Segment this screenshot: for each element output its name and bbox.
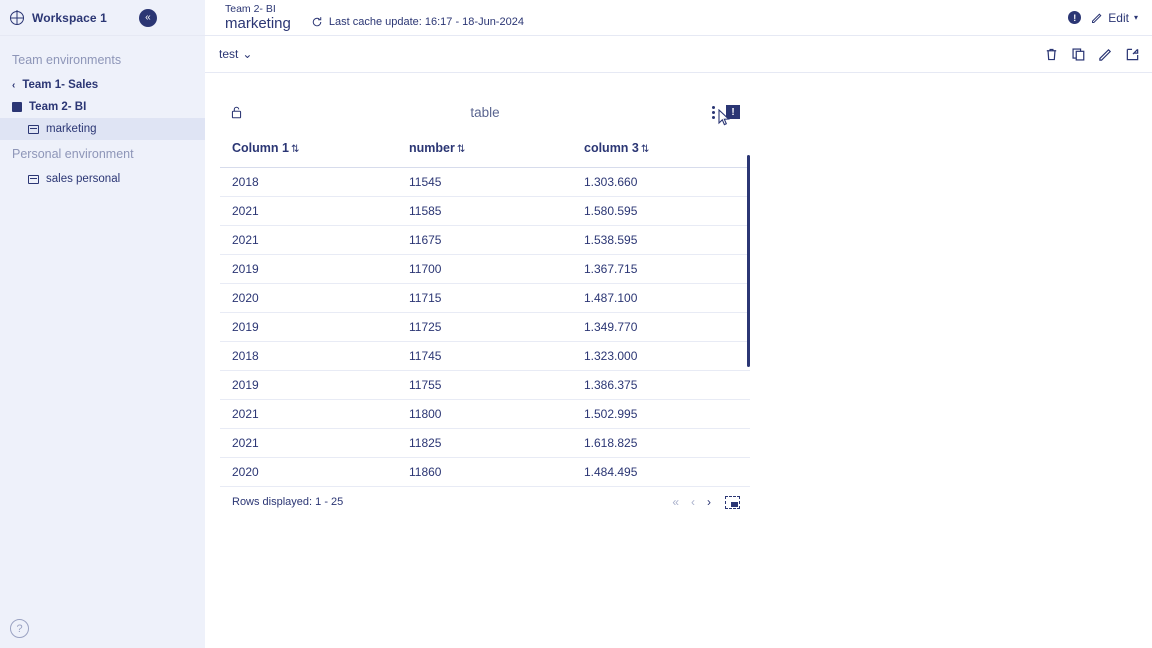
table-row[interactable]: [220, 429, 750, 458]
table-header: [220, 129, 750, 168]
dashboard-tab-bar: [205, 36, 1152, 73]
table-cell: 1.303.660: [572, 168, 750, 197]
table-cell: 1.484.495: [572, 458, 750, 487]
kebab-menu-icon[interactable]: [710, 104, 717, 121]
table-cell: 1.618.825: [572, 429, 750, 458]
tab-test[interactable]: [219, 47, 252, 61]
sidebar-item-label: Team 2- BI: [29, 101, 87, 113]
chevron-left-icon: ‹: [12, 79, 16, 91]
table-header-row: [220, 129, 750, 168]
column-header-column-3[interactable]: [572, 129, 750, 168]
column-header-label: column 3: [584, 141, 639, 155]
main-content: [205, 36, 1152, 648]
data-table: [220, 129, 750, 487]
widget-header-actions: [710, 104, 740, 121]
pagination-controls: [672, 495, 740, 509]
table-row[interactable]: [220, 197, 750, 226]
table-cell: 2021: [220, 197, 397, 226]
square-filled-icon: [12, 102, 22, 112]
table-cell: 11585: [397, 197, 572, 226]
table-cell: 11715: [397, 284, 572, 313]
table-cell: 2021: [220, 400, 397, 429]
sidebar-item-label: Team 1- Sales: [22, 79, 99, 91]
sidebar-item-team-2-bi[interactable]: [0, 96, 205, 118]
table-row[interactable]: [220, 168, 750, 197]
table-cell: 2021: [220, 226, 397, 255]
next-page-button[interactable]: ›: [707, 495, 711, 509]
table-scrollbar[interactable]: [747, 129, 750, 487]
dashboard-canvas: [205, 73, 1152, 648]
table-cell: 2019: [220, 313, 397, 342]
tab-label: test: [219, 47, 239, 61]
page-title: marketing: [225, 14, 291, 32]
table-container: [220, 129, 750, 487]
table-cell: 11675: [397, 226, 572, 255]
table-cell: 11755: [397, 371, 572, 400]
table-cell: 2020: [220, 284, 397, 313]
pencil-icon[interactable]: [1098, 47, 1113, 62]
table-cell: 1.538.595: [572, 226, 750, 255]
table-cell: 11800: [397, 400, 572, 429]
sort-icon[interactable]: ⇅: [456, 144, 466, 155]
cache-text: Last cache update: 16:17 - 18-Jun-2024: [328, 16, 524, 28]
table-cell: 1.580.595: [572, 197, 750, 226]
edit-mode-button[interactable]: [1091, 11, 1138, 25]
table-row[interactable]: [220, 371, 750, 400]
column-header-label: Column 1: [232, 141, 289, 155]
edit-label: Edit: [1108, 10, 1129, 25]
collapse-sidebar-button[interactable]: «: [139, 9, 157, 27]
table-scrollbar-thumb[interactable]: [747, 155, 750, 367]
breadcrumb-team: Team 2- BI: [225, 2, 276, 15]
prev-page-button[interactable]: ‹: [691, 495, 695, 509]
trash-icon[interactable]: [1044, 47, 1059, 62]
lock-icon[interactable]: [230, 105, 243, 120]
column-header-number[interactable]: [397, 129, 572, 168]
table-cell: 1.386.375: [572, 371, 750, 400]
globe-icon: [10, 11, 24, 25]
workspace-label: Workspace 1: [32, 10, 107, 25]
table-cell: 1.367.715: [572, 255, 750, 284]
table-row[interactable]: [220, 400, 750, 429]
breadcrumb: [225, 4, 291, 32]
database-icon: [28, 175, 39, 184]
table-row[interactable]: [220, 226, 750, 255]
table-cell: 11700: [397, 255, 572, 284]
table-widget: [220, 95, 750, 515]
sidebar-item-marketing[interactable]: [0, 118, 205, 140]
top-bar-actions: [1068, 0, 1152, 35]
rows-displayed-label: Rows displayed: 1 - 25: [232, 496, 344, 508]
table-cell: 2018: [220, 168, 397, 197]
table-row[interactable]: [220, 342, 750, 371]
database-icon: [28, 125, 39, 134]
tab-actions: [1044, 47, 1140, 62]
table-footer: [220, 487, 750, 515]
resize-handle[interactable]: [725, 496, 740, 509]
page-header: [205, 0, 1068, 35]
table-row[interactable]: [220, 284, 750, 313]
table-cell: 1.349.770: [572, 313, 750, 342]
table-cell: 11860: [397, 458, 572, 487]
table-cell: 11745: [397, 342, 572, 371]
table-cell: 2018: [220, 342, 397, 371]
sidebar: [0, 36, 205, 648]
info-icon[interactable]: !: [1068, 11, 1081, 24]
workspace-selector[interactable]: [0, 0, 205, 35]
sort-icon[interactable]: ⇅: [290, 144, 300, 155]
table-cell: 11725: [397, 313, 572, 342]
table-cell: 2020: [220, 458, 397, 487]
export-icon[interactable]: [1125, 47, 1140, 62]
sort-icon[interactable]: ⇅: [640, 144, 650, 155]
help-button[interactable]: ?: [10, 619, 29, 638]
top-bar: [0, 0, 1152, 36]
table-row[interactable]: [220, 255, 750, 284]
cache-status: [311, 16, 524, 28]
table-cell: 2021: [220, 429, 397, 458]
chevron-down-icon: ⌄: [242, 47, 253, 61]
widget-title: table: [470, 104, 500, 120]
table-cell: 11545: [397, 168, 572, 197]
pencil-icon: [1091, 12, 1103, 24]
widget-header: [220, 95, 750, 129]
column-header-column-1[interactable]: [220, 129, 397, 168]
column-header-label: number: [409, 141, 455, 155]
table-body: [220, 168, 750, 487]
copy-icon[interactable]: [1071, 47, 1086, 62]
sidebar-item-team-1-sales[interactable]: [0, 74, 205, 96]
table-row[interactable]: [220, 458, 750, 487]
sidebar-item-sales-personal[interactable]: [0, 168, 205, 190]
body: [0, 36, 1152, 648]
sidebar-section-team: Team environments: [12, 53, 122, 67]
sidebar-section-personal: Personal environment: [12, 147, 134, 161]
table-cell: 2019: [220, 371, 397, 400]
first-page-button[interactable]: «: [672, 495, 679, 509]
warning-badge-icon[interactable]: !: [726, 105, 740, 119]
table-cell: 2019: [220, 255, 397, 284]
table-cell: 1.487.100: [572, 284, 750, 313]
table-cell: 1.323.000: [572, 342, 750, 371]
table-cell: 1.502.995: [572, 400, 750, 429]
sidebar-item-label: sales personal: [46, 173, 121, 185]
table-cell: 11825: [397, 429, 572, 458]
table-row[interactable]: [220, 313, 750, 342]
chevron-down-icon: ▾: [1133, 13, 1138, 22]
sidebar-item-label: marketing: [46, 123, 97, 135]
refresh-icon: [311, 16, 323, 28]
